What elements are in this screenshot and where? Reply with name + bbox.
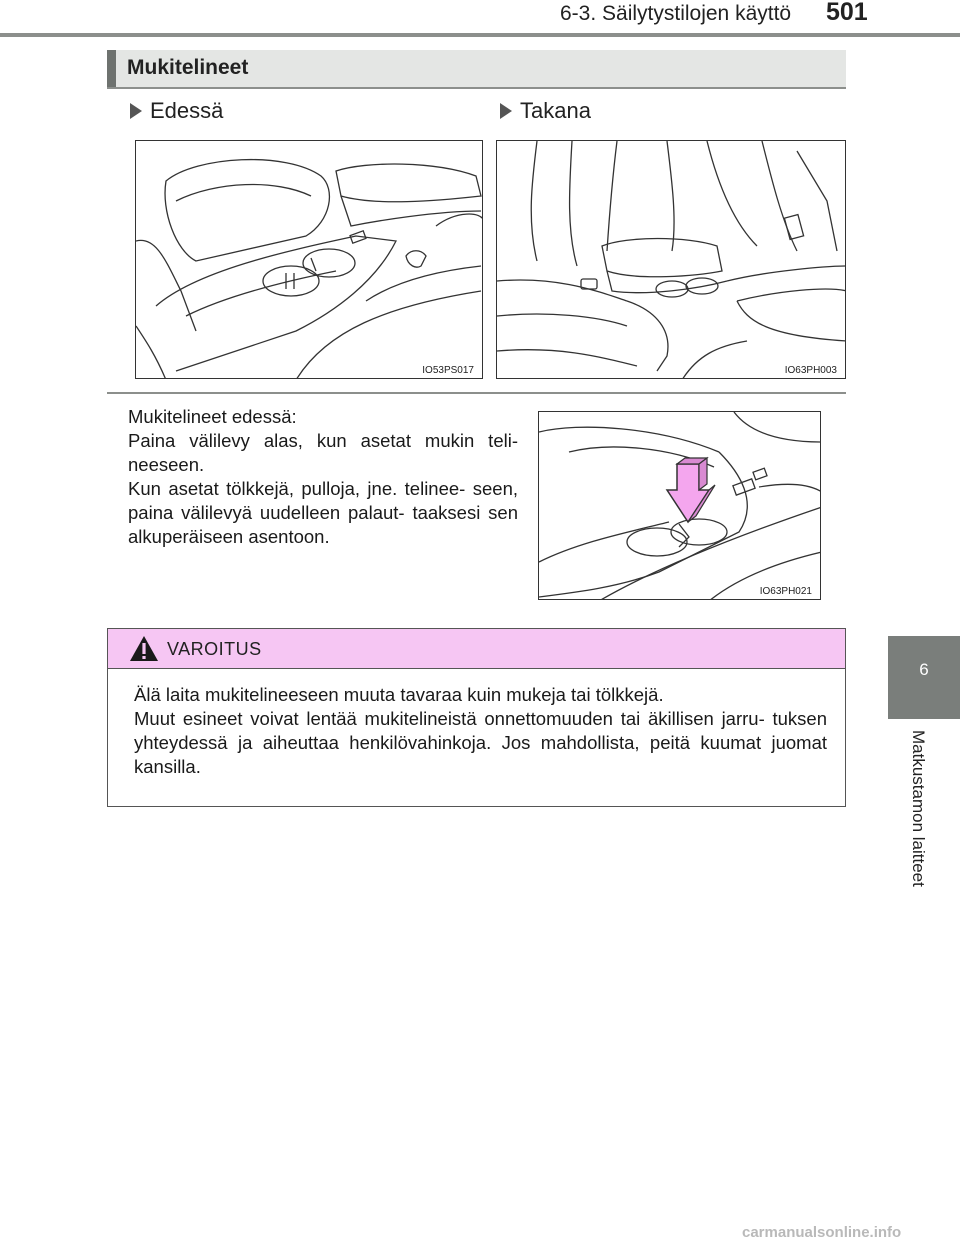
rear-heading-label: Takana: [520, 98, 591, 123]
warning-line: Muut esineet voivat lentää mukitelineistä onnettomuuden tai äkillisen jarru- tuksen yhteydessä ja aiheuttaa henkilövahinkoja. Jos mahdollista, peitä kuumat juomat kansilla.: [134, 708, 827, 777]
warning-title: VAROITUS: [167, 639, 262, 659]
warning-triangle-icon: [129, 635, 159, 663]
warning-line: Älä laita mukitelineeseen muuta tavaraa kuin mukeja tai tölkkejä.: [134, 684, 664, 705]
header-rule: [0, 33, 960, 37]
instruction-text: [128, 405, 518, 549]
divider-detail-figure: [538, 411, 821, 600]
instruction-line: Kun asetat tölkkejä, pulloja, jne. telinee- seen, paina välilevyä uudelleen palaut- taaksesi sen alkuperäiseen asentoon.: [128, 478, 518, 547]
warning-box: [107, 628, 846, 807]
chapter-tab-number: 6: [919, 660, 929, 679]
front-heading: [130, 98, 223, 124]
page-number: 501: [826, 0, 868, 26]
triangle-bullet-icon: [500, 103, 512, 119]
section-title-accent: [107, 50, 116, 87]
warning-body: [108, 669, 845, 779]
warning-header: [108, 629, 845, 669]
rear-heading: [500, 98, 591, 124]
instruction-line: Paina välilevy alas, kun asetat mukin teli- neeseen.: [128, 430, 518, 475]
front-heading-label: Edessä: [150, 98, 224, 123]
triangle-bullet-icon: [130, 103, 142, 119]
divider-rule: [107, 392, 846, 394]
chapter-side-label: Matkustamon laitteet: [909, 730, 928, 887]
press-down-arrow-icon: [539, 412, 821, 600]
rear-figure-code: IO63PH003: [784, 365, 837, 376]
instruction-line: Mukitelineet edessä:: [128, 406, 297, 427]
watermark: carmanualsonline.info: [742, 1224, 902, 1241]
section-rule: [107, 87, 846, 89]
section-title: Mukitelineet: [127, 56, 249, 79]
rear-cupholder-figure: [496, 140, 846, 379]
running-header-title: 6-3. Säilytystilojen käyttö: [560, 2, 792, 25]
detail-figure-code: IO63PH021: [759, 586, 812, 597]
front-cupholder-figure: [135, 140, 483, 379]
front-figure-code: IO53PS017: [422, 365, 474, 376]
